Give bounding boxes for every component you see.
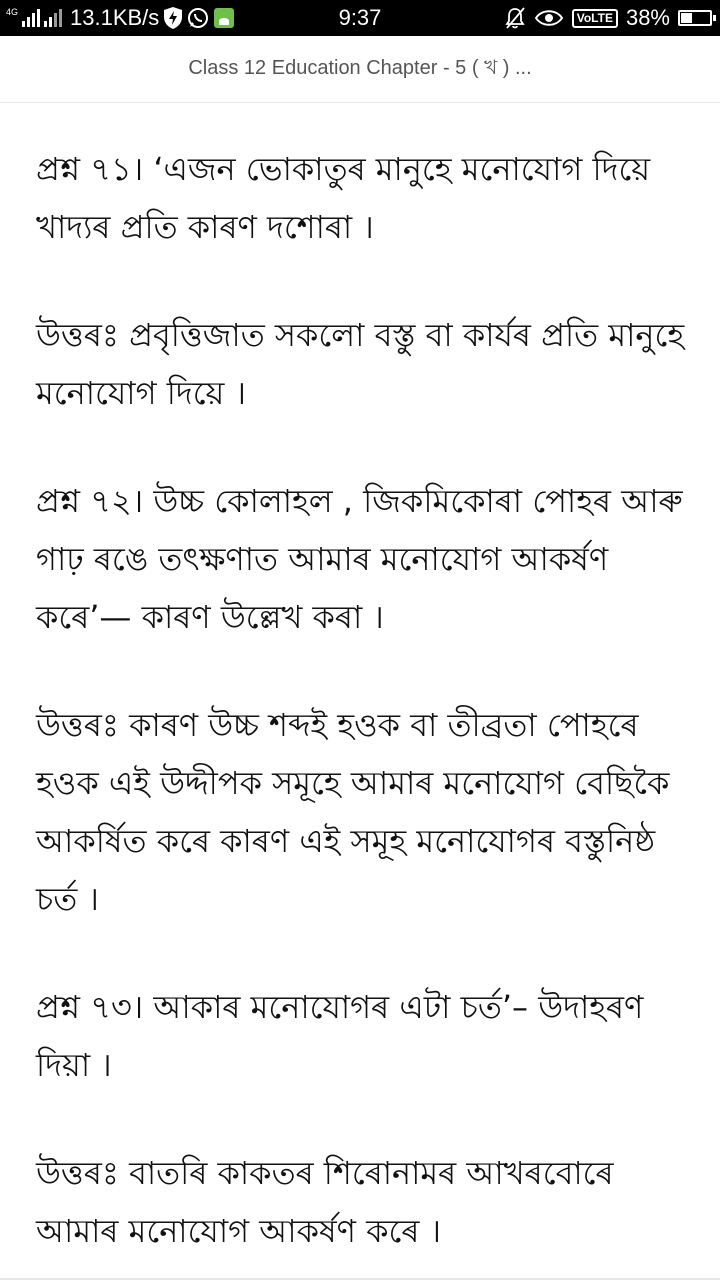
answer-73: উত্তৰঃ বাতৰি কাকতৰ শিৰোনামৰ আখৰবোৰে আমাৰ মনোযোগ আকৰ্ষণ কৰে । xyxy=(36,1154,614,1250)
status-bar xyxy=(0,0,720,36)
answer-72: উত্তৰঃ কাৰণ উচ্চ শব্দই হওক বা তীব্ৰতা পোহৰে হওক এই উদ্দীপক সমূহে আমাৰ মনোযোগ বেছিকৈ আকৰ্ষিত কৰে কাৰণ এই সমূহ মনোযোগৰ বস্তুনিষ্ঠ চৰ্ত । xyxy=(36,706,670,918)
answer-71: উত্তৰঃ প্ৰবৃত্তিজাত সকলো বস্তু বা কাৰ্যৰ প্ৰতি মানুহে মনোযোগ দিয়ে । xyxy=(36,316,685,412)
android-notification-icon xyxy=(213,7,235,29)
vpn-shield-icon xyxy=(163,6,183,30)
question-72: প্ৰশ্ন ৭২। উচ্চ কোলাহল , জিকমিকোৰা পোহৰ আৰু গাঢ় ৰঙে তৎক্ষণাত আমাৰ মনোযোগ আকৰ্ষণ কৰে’— কাৰণ উল্লেখ কৰা । xyxy=(36,482,683,636)
whatsapp-icon xyxy=(187,7,209,29)
question-73: প্ৰশ্ন ৭৩। আকাৰ মনোযোগৰ এটা চৰ্ত’– উদাহৰণ দিয়া । xyxy=(36,988,644,1084)
battery-icon xyxy=(678,10,712,26)
page-title: Class 12 Education Chapter - 5 ( খ ) ... xyxy=(188,56,532,79)
volte-badge: VoLTE xyxy=(572,9,618,28)
question-71: প্ৰশ্ন ৭১। ‘এজন ভোকাতুৰ মানুহে মনোযোগ দিয়ে খাদ্যৰ প্ৰতি কাৰণ দশোৰা । xyxy=(36,150,651,246)
status-bar-left xyxy=(6,0,235,36)
article-content xyxy=(36,140,686,1260)
eye-comfort-icon xyxy=(534,8,564,28)
network-speed: 13.1KB/s xyxy=(70,5,160,30)
network-type: 4G xyxy=(6,6,19,17)
status-bar-right xyxy=(504,0,712,36)
signal-strength-icon xyxy=(22,9,40,27)
app-title-bar xyxy=(0,36,720,103)
battery-level-fill xyxy=(681,13,692,23)
clock: 9:37 xyxy=(338,5,382,30)
signal-strength-sim2-icon xyxy=(44,9,62,27)
mute-bell-icon xyxy=(504,6,526,30)
battery-percentage: 38% xyxy=(625,5,670,30)
